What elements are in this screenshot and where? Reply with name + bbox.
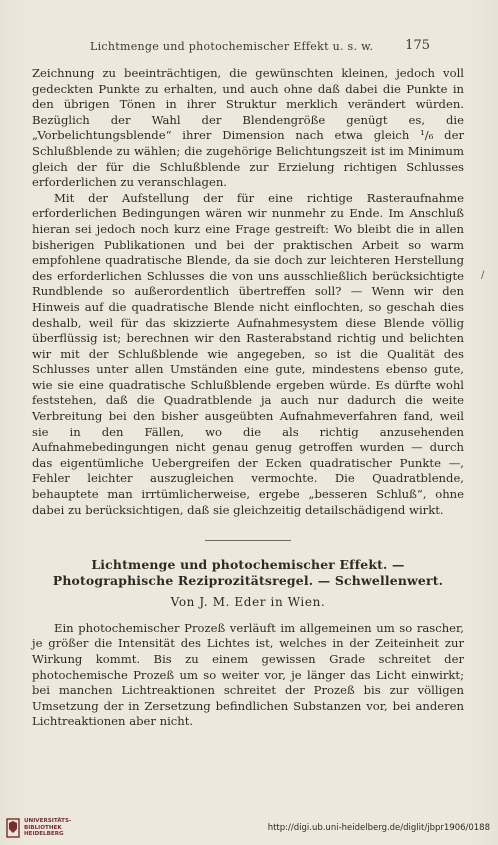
article-title-line-1: Lichtmenge und photochemischer Effekt. — [91, 557, 405, 573]
section-divider [205, 540, 291, 541]
source-url-link[interactable]: http://digi.ub.uni-heidelberg.de/diglit/jbpr1906/0188 [267, 823, 490, 833]
library-seal-icon [6, 818, 20, 838]
paragraph-quadrat-blende: Mit der Aufstellung der für eine richtige Rasteraufnahme erforderlichen Bedingungen wären wir nunmehr zu Ende. Im Anschluß hieran sei jedoch noch kurz eine Frage gestreift: Wo bleibt die in allen bisherigen Publikationen und bei der praktischen Arbeit so warm empfohlene quadratische Blende, da sie doch zur leichteren Herstellung des erforderlichen Schlusses die von uns ausschließlich berücksichtigte Rundblende so außerordentlich übertreffen soll? — Wenn wir den Hinweis auf die quadratische Blende nicht einflochten, so geschah dies deshalb, weil für das skizzierte Aufnahmesystem diese Blende völlig überflüssig ist; berechnen wir den Rasterabstand richtig und belichten wir mit der Schlußblende wie angegeben, so ist die Qualität des Schlusses unter allen Umständen eine gute, mindestens ebenso gute, wie sie eine quadratische Schlußblende ergeben würde. Es dürfte wohl feststehen, daß die Quadratblende ja auch nur dadurch die weite Verbreitung bei den bisher ausgeübten Aufnahmeverfahren fand, weil sie in den Fällen, wo die als richtig anzusehenden Aufnahmebedingungen nicht genau genug getroffen wurden — durch das eigentümliche Uebergreifen der Ecken quadratischer Punkte —, Fehler leichter auszugleichen vermochte. Die Quadratblende, behauptete man irrtümlicherweise, ergebe „besseren Schluß“, ohne dabei zu berücksichtigen, daß sie gleichzeitig detailschädigend wirkt. [32, 190, 464, 517]
paragraph-continuation: Zeichnung zu beeinträchtigen, die gewünschten kleinen, jedoch voll gedeckten Punkte zu erhalten, und auch ohne daß dabei die Punkte in den übrigen Tönen in ihrer Struktur merklich verändert würden. Bezüglich der Wahl der Blendengröße genügt es, die „Vorbelichtungsblende“ ihrer Dimension nach etwa gleich ¹/₆ der Schlußblende zu wählen; die zugehörige Belichtungszeit ist im Minimum gleich der für die Schlußblende zur Erzielung richtigen Schlusses erforderlichen zu veranschlagen. [32, 66, 464, 190]
article-paragraph: Ein photochemischer Prozeß verläuft im allgemeinen um so rascher, je größer die Intensität des Lichtes ist, welches in der Zeiteinheit zur Wirkung kommt. Bis zu einem gewissen Grade schreitet der photochemische Prozeß um so weiter vor, je länger das Licht einwirkt; bei manchen Lichtreaktionen schreitet der Prozeß bis zur völligen Umsetzung der in Zersetzung befindlichen Substanzen vor, bei anderen Lichtreaktionen aber nicht. [32, 620, 464, 729]
margin-mark: / [481, 270, 485, 281]
page-body [32, 66, 464, 730]
article-title-line-2: Photographische Reziprozitätsregel. — Schwellenwert. [52, 573, 444, 589]
footer [0, 811, 498, 845]
running-title: Lichtmenge und photochemischer Effekt u. s. w. [90, 40, 374, 53]
page-number: 175 [405, 38, 430, 53]
library-logo-text: UNIVERSITÄTS- BIBLIOTHEK HEIDELBERG [24, 818, 72, 838]
article-author: Von J. M. Eder in Wien. [170, 595, 326, 610]
library-logo[interactable] [6, 818, 71, 838]
